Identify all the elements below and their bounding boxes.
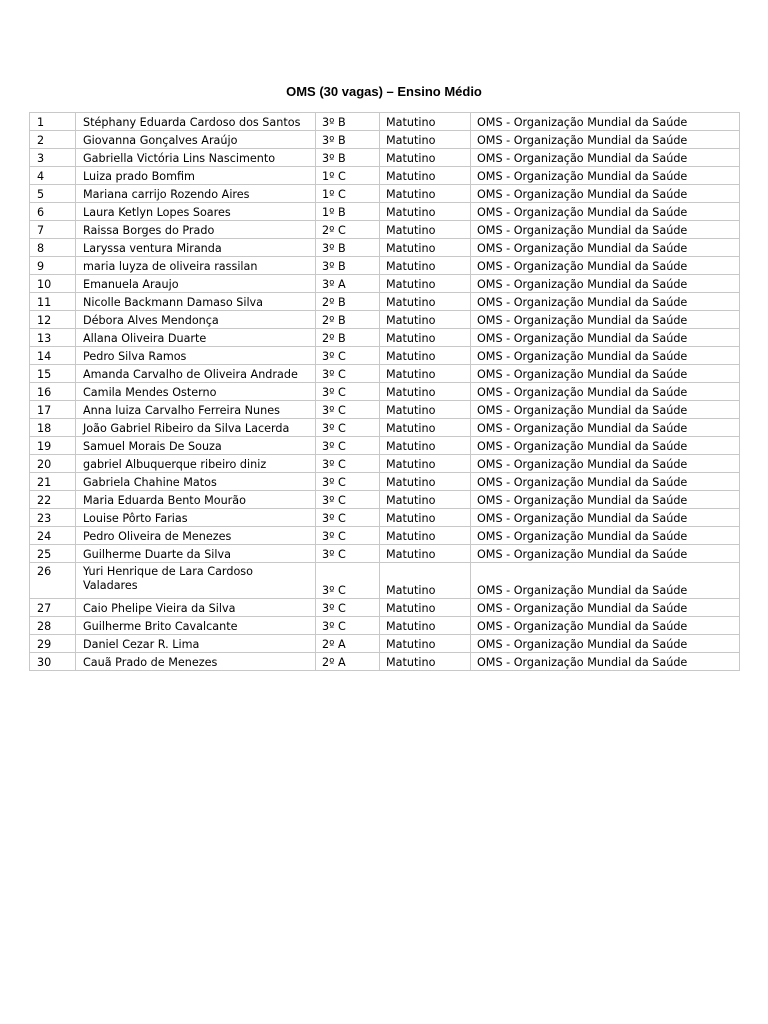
row-number: 29 [30,635,76,653]
row-number: 10 [30,275,76,293]
class-grade: 3º B [316,257,380,275]
class-grade: 1º B [316,203,380,221]
table-row [30,563,740,599]
organization: OMS - Organização Mundial da Saúde [471,185,740,203]
shift: Matutino [380,257,471,275]
class-grade: 1º C [316,167,380,185]
class-grade: 3º C [316,509,380,527]
shift: Matutino [380,617,471,635]
class-grade: 3º C [316,527,380,545]
table-row [30,239,740,257]
table-row [30,365,740,383]
organization: OMS - Organização Mundial da Saúde [471,149,740,167]
row-number: 25 [30,545,76,563]
organization: OMS - Organização Mundial da Saúde [471,239,740,257]
row-number: 19 [30,437,76,455]
row-number: 4 [30,167,76,185]
class-grade: 3º C [316,455,380,473]
class-grade: 2º B [316,329,380,347]
shift: Matutino [380,329,471,347]
row-number: 3 [30,149,76,167]
row-number: 22 [30,491,76,509]
class-grade: 3º C [316,473,380,491]
student-name: Daniel Cezar R. Lima [76,635,316,653]
table-row [30,401,740,419]
student-name: Allana Oliveira Duarte [76,329,316,347]
class-grade: 2º B [316,311,380,329]
student-name: gabriel Albuquerque ribeiro diniz [76,455,316,473]
shift: Matutino [380,275,471,293]
organization: OMS - Organização Mundial da Saúde [471,563,740,599]
student-name: João Gabriel Ribeiro da Silva Lacerda [76,419,316,437]
shift: Matutino [380,293,471,311]
table-row [30,491,740,509]
student-name: Amanda Carvalho de Oliveira Andrade [76,365,316,383]
shift: Matutino [380,149,471,167]
class-grade: 3º C [316,347,380,365]
class-grade: 3º C [316,401,380,419]
row-number: 11 [30,293,76,311]
table-row [30,419,740,437]
shift: Matutino [380,311,471,329]
organization: OMS - Organização Mundial da Saúde [471,473,740,491]
row-number: 12 [30,311,76,329]
row-number: 16 [30,383,76,401]
student-name: Stéphany Eduarda Cardoso dos Santos [76,113,316,131]
organization: OMS - Organização Mundial da Saúde [471,311,740,329]
class-grade: 3º B [316,113,380,131]
table-row [30,221,740,239]
row-number: 5 [30,185,76,203]
table-row [30,599,740,617]
student-name: Cauã Prado de Menezes [76,653,316,671]
table-row [30,527,740,545]
organization: OMS - Organização Mundial da Saúde [471,527,740,545]
row-number: 26 [30,563,76,599]
class-grade: 3º C [316,383,380,401]
shift: Matutino [380,131,471,149]
class-grade: 3º A [316,275,380,293]
row-number: 24 [30,527,76,545]
organization: OMS - Organização Mundial da Saúde [471,221,740,239]
table-row [30,275,740,293]
row-number: 1 [30,113,76,131]
class-grade: 3º C [316,437,380,455]
table-row [30,293,740,311]
student-name: Mariana carrijo Rozendo Aires [76,185,316,203]
table-row [30,131,740,149]
class-grade: 3º C [316,419,380,437]
table-row [30,473,740,491]
student-name: maria luyza de oliveira rassilan [76,257,316,275]
student-name: Samuel Morais De Souza [76,437,316,455]
student-name: Laura Ketlyn Lopes Soares [76,203,316,221]
class-grade: 3º C [316,617,380,635]
shift: Matutino [380,167,471,185]
student-name: Camila Mendes Osterno [76,383,316,401]
shift: Matutino [380,653,471,671]
organization: OMS - Organização Mundial da Saúde [471,635,740,653]
class-grade: 2º B [316,293,380,311]
student-name: Caio Phelipe Vieira da Silva [76,599,316,617]
student-name: Luiza prado Bomfim [76,167,316,185]
student-name: Guilherme Brito Cavalcante [76,617,316,635]
table-row [30,545,740,563]
shift: Matutino [380,563,471,599]
shift: Matutino [380,455,471,473]
shift: Matutino [380,473,471,491]
table-row [30,203,740,221]
row-number: 23 [30,509,76,527]
row-number: 13 [30,329,76,347]
class-grade: 2º A [316,635,380,653]
row-number: 14 [30,347,76,365]
class-grade: 3º C [316,545,380,563]
row-number: 21 [30,473,76,491]
shift: Matutino [380,527,471,545]
class-grade: 3º C [316,491,380,509]
organization: OMS - Organização Mundial da Saúde [471,545,740,563]
row-number: 6 [30,203,76,221]
shift: Matutino [380,545,471,563]
student-name: Maria Eduarda Bento Mourão [76,491,316,509]
table-row [30,383,740,401]
organization: OMS - Organização Mundial da Saúde [471,455,740,473]
organization: OMS - Organização Mundial da Saúde [471,293,740,311]
table-row [30,149,740,167]
class-grade: 3º B [316,239,380,257]
shift: Matutino [380,203,471,221]
student-name: Guilherme Duarte da Silva [76,545,316,563]
table-row [30,329,740,347]
roster-table [29,112,740,671]
page-title: OMS (30 vagas) – Ensino Médio [286,84,482,99]
row-number: 18 [30,419,76,437]
organization: OMS - Organização Mundial da Saúde [471,419,740,437]
row-number: 2 [30,131,76,149]
student-name: Gabriela Chahine Matos [76,473,316,491]
shift: Matutino [380,221,471,239]
table-row [30,617,740,635]
table-row [30,257,740,275]
shift: Matutino [380,419,471,437]
organization: OMS - Organização Mundial da Saúde [471,347,740,365]
organization: OMS - Organização Mundial da Saúde [471,599,740,617]
shift: Matutino [380,491,471,509]
shift: Matutino [380,383,471,401]
row-number: 30 [30,653,76,671]
organization: OMS - Organização Mundial da Saúde [471,113,740,131]
student-name: Raissa Borges do Prado [76,221,316,239]
student-name: Emanuela Araujo [76,275,316,293]
student-name: Giovanna Gonçalves Araújo [76,131,316,149]
shift: Matutino [380,185,471,203]
student-name: Gabriella Victória Lins Nascimento [76,149,316,167]
class-grade: 3º C [316,365,380,383]
shift: Matutino [380,509,471,527]
shift: Matutino [380,347,471,365]
row-number: 20 [30,455,76,473]
class-grade: 3º C [316,563,380,599]
table-row [30,437,740,455]
row-number: 28 [30,617,76,635]
class-grade: 2º C [316,221,380,239]
row-number: 17 [30,401,76,419]
row-number: 27 [30,599,76,617]
shift: Matutino [380,113,471,131]
roster-table-body [30,113,740,671]
organization: OMS - Organização Mundial da Saúde [471,383,740,401]
shift: Matutino [380,437,471,455]
table-row [30,167,740,185]
student-name: Laryssa ventura Miranda [76,239,316,257]
student-name: Débora Alves Mendonça [76,311,316,329]
table-row [30,455,740,473]
shift: Matutino [380,599,471,617]
organization: OMS - Organização Mundial da Saúde [471,509,740,527]
organization: OMS - Organização Mundial da Saúde [471,203,740,221]
shift: Matutino [380,401,471,419]
organization: OMS - Organização Mundial da Saúde [471,329,740,347]
table-row [30,311,740,329]
organization: OMS - Organização Mundial da Saúde [471,401,740,419]
shift: Matutino [380,635,471,653]
table-row [30,635,740,653]
student-name: Pedro Silva Ramos [76,347,316,365]
class-grade: 3º B [316,131,380,149]
class-grade: 3º C [316,599,380,617]
organization: OMS - Organização Mundial da Saúde [471,617,740,635]
organization: OMS - Organização Mundial da Saúde [471,275,740,293]
row-number: 8 [30,239,76,257]
table-row [30,347,740,365]
row-number: 9 [30,257,76,275]
organization: OMS - Organização Mundial da Saúde [471,653,740,671]
student-name: Nicolle Backmann Damaso Silva [76,293,316,311]
table-row [30,653,740,671]
student-name: Louise Pôrto Farias [76,509,316,527]
student-name: Anna luiza Carvalho Ferreira Nunes [76,401,316,419]
shift: Matutino [380,239,471,257]
class-grade: 3º B [316,149,380,167]
table-row [30,185,740,203]
organization: OMS - Organização Mundial da Saúde [471,257,740,275]
shift: Matutino [380,365,471,383]
organization: OMS - Organização Mundial da Saúde [471,491,740,509]
row-number: 15 [30,365,76,383]
organization: OMS - Organização Mundial da Saúde [471,131,740,149]
student-name: Pedro Oliveira de Menezes [76,527,316,545]
class-grade: 2º A [316,653,380,671]
row-number: 7 [30,221,76,239]
class-grade: 1º C [316,185,380,203]
student-name: Yuri Henrique de Lara Cardoso Valadares [76,563,316,599]
organization: OMS - Organização Mundial da Saúde [471,365,740,383]
organization: OMS - Organização Mundial da Saúde [471,437,740,455]
table-row [30,509,740,527]
table-row [30,113,740,131]
organization: OMS - Organização Mundial da Saúde [471,167,740,185]
